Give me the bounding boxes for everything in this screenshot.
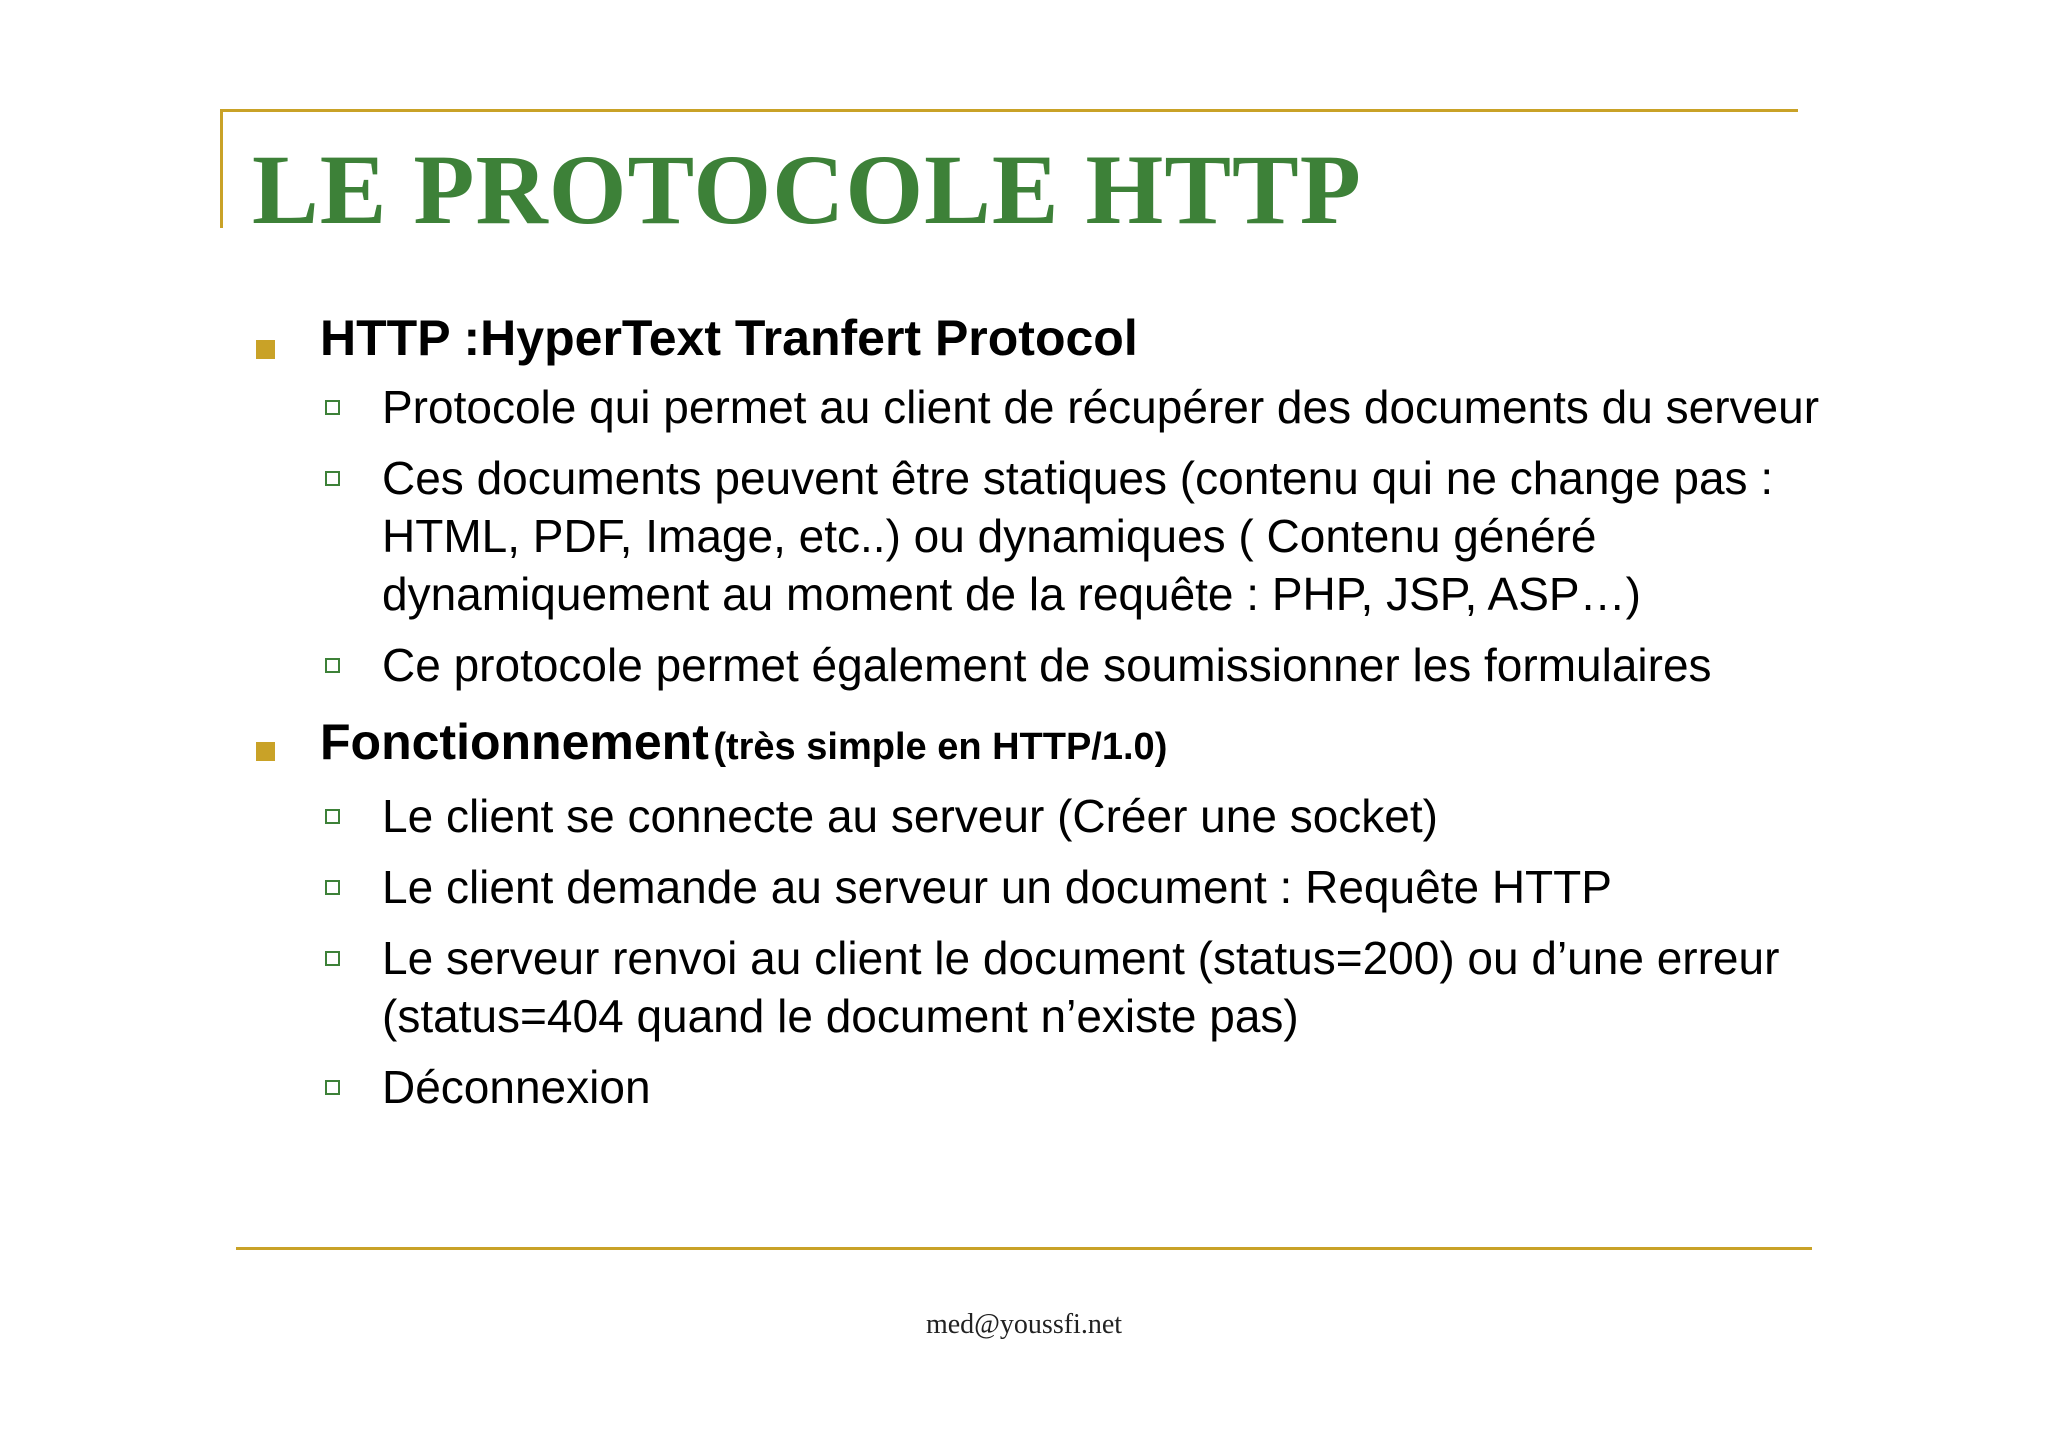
sub-item (0, 1058, 1822, 1116)
checkbox-bullet-icon (325, 880, 340, 895)
checkbox-bullet-icon (325, 471, 340, 486)
checkbox-bullet-icon (325, 809, 340, 824)
sub-item (0, 858, 1822, 916)
checkbox-bullet-icon (325, 1080, 340, 1095)
slide-title: LE PROTOCOLE HTTP (252, 134, 1362, 245)
sub-item-text: Déconnexion (382, 1061, 651, 1113)
sub-item-text: Le serveur renvoi au client le document (status=200) ou d’une erreur (status=404 quand le document n’existe pas) (382, 932, 1780, 1042)
sub-item (0, 378, 1822, 436)
sub-item (0, 929, 1822, 1045)
bullet-fonctionnement (0, 712, 2048, 777)
sub-item (0, 449, 1822, 623)
sub-item-text: Ces documents peuvent être statiques (contenu qui ne change pas : HTML, PDF, Image, etc..) ou dynamiques ( Contenu généré dynamiquement au moment de la requête : PHP, JSP, ASP…) (382, 452, 1774, 620)
sub-item-text: Le client demande au serveur un document : Requête HTTP (382, 861, 1612, 913)
checkbox-bullet-icon (325, 658, 340, 673)
checkbox-bullet-icon (325, 951, 340, 966)
sub-item (0, 636, 1822, 694)
bullet-heading: Fonctionnement (320, 714, 709, 770)
bullet-heading: HTTP :HyperText Tranfert Protocol (320, 310, 1138, 366)
footer-email: med@youssfi.net (925, 1309, 1123, 1340)
bullet-http (0, 308, 2048, 368)
square-bullet-icon (256, 340, 275, 359)
title-frame-left-line (220, 109, 223, 228)
footer-divider-line (236, 1247, 1812, 1250)
sub-item-text: Protocole qui permet au client de récupérer des documents du serveur (382, 381, 1820, 433)
title-frame-top-line (220, 109, 1798, 112)
square-bullet-icon (256, 742, 275, 761)
sub-item-text: Le client se connecte au serveur (Créer une socket) (382, 790, 1438, 842)
bullet-heading-note: (très simple en HTTP/1.0) (713, 726, 1168, 768)
slide-content (0, 300, 2048, 1116)
sub-item-text: Ce protocole permet également de soumissionner les formulaires (382, 639, 1712, 691)
sub-item (0, 787, 1822, 845)
checkbox-bullet-icon (325, 400, 340, 415)
